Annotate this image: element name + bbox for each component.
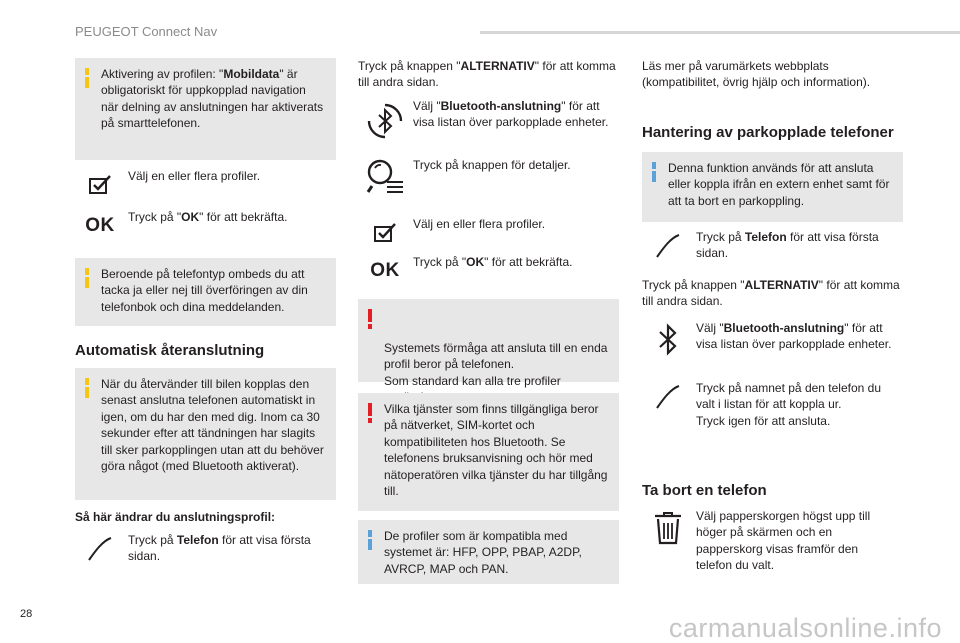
- step-press-phone: Tryck på Telefon för att visa första sidan.: [80, 532, 336, 566]
- note-auto-reconnect: När du återvänder till bilen kopplas den senast anslutna telefonen automatiskt in igen, om du har den med dig. Inom ca 30 sekunder efter att tändningen har slagits till sker parkopplingen utan att du behöver göra något (med Bluetooth aktiverat).: [75, 368, 336, 500]
- info-marker-icon: [368, 530, 372, 550]
- ok-icon: OK: [370, 259, 400, 281]
- info-marker-icon: [85, 68, 89, 88]
- step-ok-confirm: OK Tryck på "OK" för att bekräfta.: [365, 254, 620, 288]
- page-number: 28: [20, 608, 33, 620]
- step-select-profiles: Välj en eller flera profiler.: [365, 216, 620, 250]
- header-divider: [480, 31, 960, 34]
- bluetooth-icon: [648, 320, 688, 360]
- note-paired-management: Denna funktion används för att ansluta eller koppla ifrån en extern enhet samt för att ta bort en parkoppling.: [642, 152, 903, 222]
- subheading-change-profile: Så här ändrar du anslutningsprofil:: [75, 510, 276, 524]
- trash-can-icon: [648, 508, 688, 548]
- step-trash: Välj papperskorgen högst upp till höger på skärmen och en papperskorg visas framför den telefon du valt.: [648, 508, 903, 578]
- warning-marker-icon: [368, 309, 372, 329]
- pen-stroke-icon: [648, 229, 688, 263]
- note-mobile-data: Aktivering av profilen: "Mobildata" är obligatoriskt för uppkopplad navigation när delning av anslutningen har aktiverats på smarttelefonen.: [75, 58, 336, 160]
- step-bluetooth-connection: Välj "Bluetooth-anslutning" för att visa listan över parkopplade enheter.: [365, 98, 620, 144]
- note-phonebook: Beroende på telefontyp ombeds du att tacka ja eller nej till överföringen av din telefonbok och dina meddelanden.: [75, 258, 336, 326]
- pen-stroke-icon: [648, 380, 688, 414]
- info-marker-icon: [85, 378, 89, 398]
- step-details: Tryck på knappen för detaljer.: [365, 157, 620, 197]
- step-bluetooth-connection: Välj "Bluetooth-anslutning" för att visa listan över parkopplade enheter.: [648, 320, 903, 360]
- heading-delete-phone: Ta bort en telefon: [642, 482, 767, 499]
- info-marker-icon: [652, 162, 656, 182]
- step-ok-confirm: OK Tryck på "OK" för att bekräfta.: [80, 209, 336, 243]
- step-press-phone-name: Tryck på namnet på den telefon du valt i listan för att koppla ur. Tryck igen för att ansluta.: [648, 380, 903, 430]
- warning-services: Vilka tjänster som finns tillgängliga beror på nätverket, SIM-kortet och kompatibiliteten hos Bluetooth. Se telefonens bruksanvisning och hör med nätoperatören vilka tjänster du har tillgång till.: [358, 393, 619, 511]
- para-brand-website: Läs mer på varumärkets webbplats (kompatibilitet, övrig hjälp och information).: [642, 59, 871, 90]
- magnifier-list-icon: [365, 157, 405, 197]
- note-compatible-profiles: De profiler som är kompatibla med systemet är: HFP, OPP, PBAP, A2DP, AVRCP, MAP och PAN.: [358, 520, 619, 584]
- heading-auto-reconnect: Automatisk återanslutning: [75, 342, 265, 359]
- step-select-profiles: Välj en eller flera profiler.: [80, 168, 336, 202]
- info-marker-icon: [85, 268, 89, 288]
- page-header-title: PEUGEOT Connect Nav: [75, 24, 218, 39]
- warning-single-profile: Systemets förmåga att ansluta till en enda profil beror på telefonen. Som standard kan alla tre profiler: [358, 299, 619, 382]
- checkbox-check-icon: [80, 168, 120, 202]
- para-alternativ: Tryck på knappen "ALTERNATIV" för att komma till andra sidan.: [642, 278, 900, 309]
- step-press-phone: Tryck på Telefon för att visa första sidan.: [648, 229, 903, 263]
- heading-paired-phones: Hantering av parkopplade telefoner: [642, 124, 894, 141]
- watermark: carmanualsonline.info: [668, 612, 942, 643]
- warning-marker-icon: [368, 403, 372, 423]
- para-alternativ: Tryck på knappen "ALTERNATIV" för att komma till andra sidan.: [358, 59, 616, 90]
- checkbox-check-icon: [365, 216, 405, 250]
- pen-stroke-icon: [80, 532, 120, 566]
- bluetooth-circle-icon: [365, 98, 405, 144]
- ok-icon: OK: [85, 214, 115, 236]
